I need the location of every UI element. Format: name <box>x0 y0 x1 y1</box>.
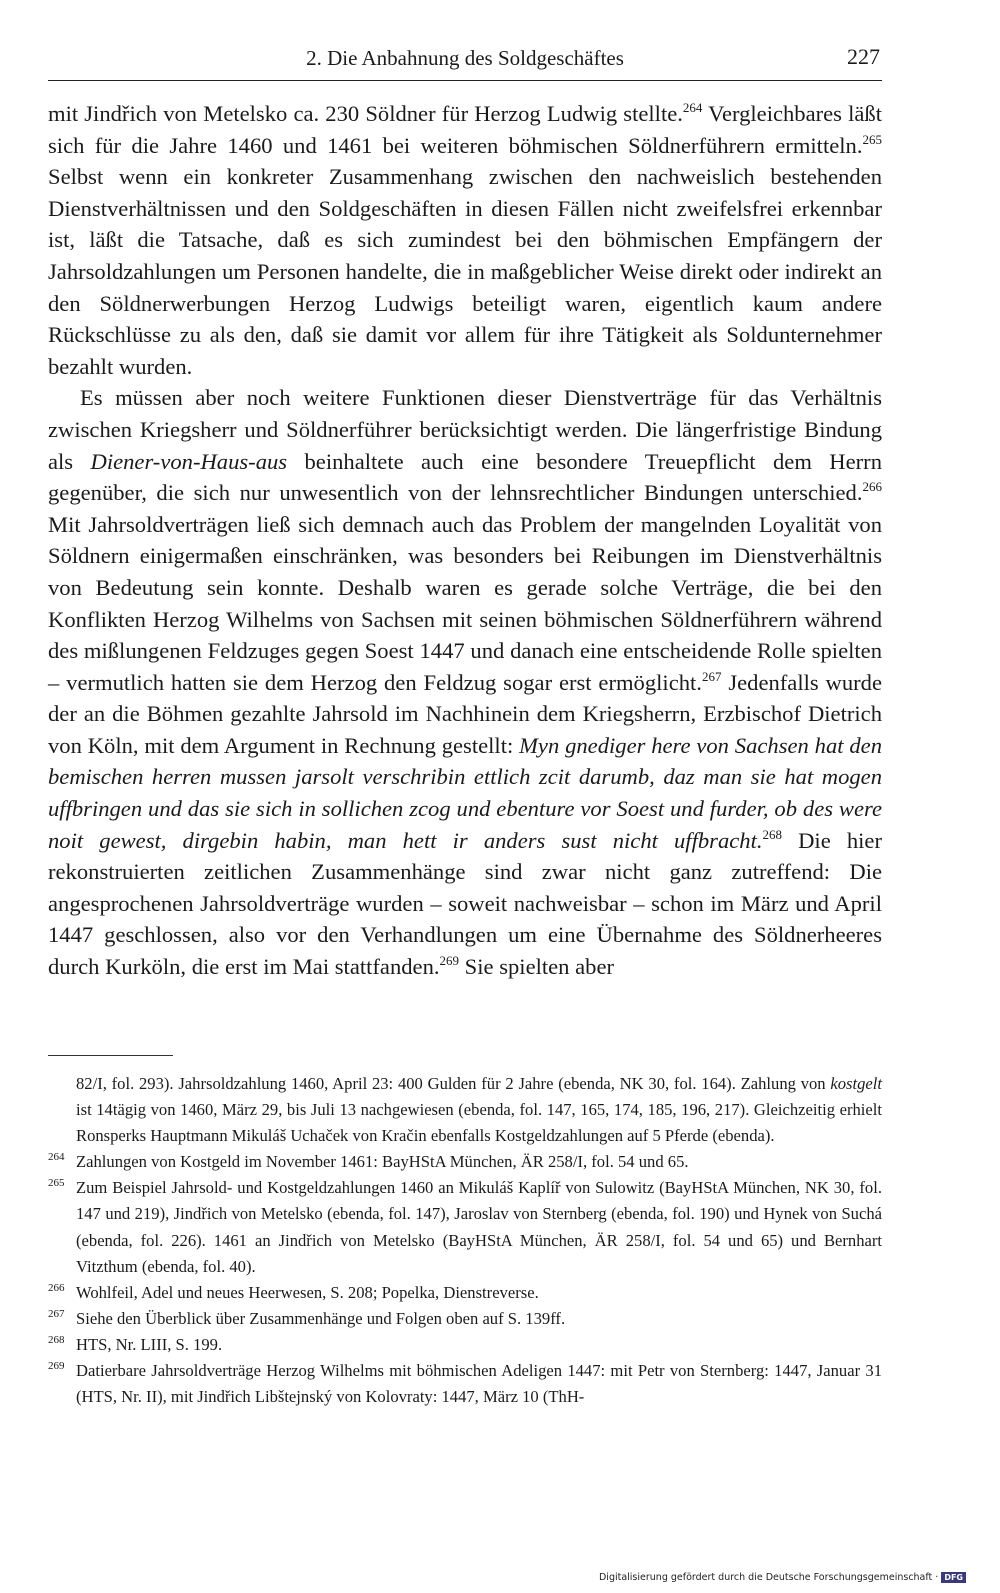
footnote-ref-269[interactable]: 269 <box>439 953 460 969</box>
quotation: Myn gnediger here von Sachsen hat den bemischen herren mussen jarsolt verschribin ettlich zcit darumb, daz man sie hat mogen uffbringen und das sie sich in sollichen zcog und ebenture vor Soest und furder, ob des were noit gewest, dirgebin habin, man hett ir anders sust nicht uffbracht. <box>48 732 883 853</box>
running-title: 2. Die Anbahnung des Soldgeschäftes <box>306 46 624 70</box>
footnote-number: 269 <box>48 1360 65 1373</box>
footnote-number: 266 <box>48 1281 65 1294</box>
text-run: Es müssen aber noch weitere Funktionen dieser Dienstverträge für das Verhältnis zwischen Kriegsherr und Söldnerführer berücksichtigt werden. Die längerfristige Bindung als <box>48 385 882 474</box>
footnote-ref-265[interactable]: 265 <box>862 131 882 147</box>
body-text <box>48 98 882 983</box>
paragraph-2 <box>48 382 882 982</box>
paragraph-1 <box>48 98 882 382</box>
footnote-ref-266[interactable]: 266 <box>862 479 882 495</box>
footnote-number: 267 <box>48 1307 65 1320</box>
credit-text: Digitalisierung gefördert durch die Deutsche Forschungsgemeinschaft · <box>598 1572 939 1583</box>
footnote-divider <box>48 1055 173 1056</box>
digitization-credit <box>599 1572 966 1583</box>
footnote-ref-264[interactable]: 264 <box>682 100 703 115</box>
text-run: Vergleichbares läßt sich für die Jahre 1460 und 1461 bei weiteren böhmischen Söldnerführern ermitteln. <box>48 101 882 158</box>
footnote-ref-268[interactable]: 268 <box>762 826 782 842</box>
footnote-continuation <box>48 1071 882 1149</box>
footnote-text: Datierbare Jahrsoldverträge Herzog Wilhelms mit böhmischen Adeligen 1447: mit Petr von Sternberg: 1447, Januar 31 (HTS, Nr. II), mit Jindřich Libštejnský von Kolovraty: 1447, März 10 (ThH- <box>76 1361 882 1407</box>
text-run: beinhaltete auch eine besondere Treuepflicht dem Herrn gegenüber, die sich nur unwesentlich von der lehnsrechtlicher Bindungen unterschied. <box>48 448 883 506</box>
text-run: ist 14tägig von 1460, März 29, bis Juli 13 nachgewiesen (ebenda, fol. 147, 165, 174, 185, 196, 217). Gleichzeitig erhielt Ronsperks Hauptmann Mikuláš Uchaček von Kračin ebenfalls Kostgeldzahlungen auf 5 Pferde (ebenda). <box>76 1100 882 1146</box>
footnote-text: HTS, Nr. LIII, S. 199. <box>76 1334 223 1354</box>
footnote-268 <box>48 1332 882 1358</box>
emphasis: Diener-von-Haus-aus <box>90 448 288 474</box>
footnote-number: 264 <box>48 1151 65 1164</box>
footnote-text: Zahlungen von Kostgeld im November 1461: BayHStA München, ÄR 258/I, fol. 54 und 65. <box>76 1152 689 1172</box>
text-run: Die hier rekonstruierten zeitlichen Zusammenhänge sind zwar nicht ganz zutreffend: Die angesprochenen Jahrsoldverträge wurden – soweit nachweisbar – schon im März und April 1447 geschlossen, also vor den Verhandlungen um eine Übernahme des Söldnerheeres durch Kurköln, die erst im Mai stattfanden. <box>48 827 882 980</box>
footnotes <box>48 1071 882 1410</box>
footnote-text: Wohlfeil, Adel und neues Heerwesen, S. 208; Popelka, Dienstreverse. <box>76 1282 539 1302</box>
page-number: 227 <box>847 44 880 69</box>
footnote-269 <box>48 1358 882 1410</box>
footnote-266 <box>48 1280 882 1306</box>
text-run: Mit Jahrsoldverträgen ließ sich demnach auch das Problem der mangelnden Loyalität von Söldnern einigermaßen einschränken, was besonders bei Reibungen im Dienstverhältnis von Bedeutung sein konnte. Deshalb waren es gerade solche Verträge, die bei den Konflikten Herzog Wilhelms von Sachsen mit seinen böhmischen Söldnerführern während des mißlungenen Feldzuges gegen Soest 1447 und danach eine entscheidende Rolle spielten – vermutlich hatten sie dem Herzog den Feldzug sogar erst ermöglicht. <box>48 511 882 695</box>
footnote-264 <box>48 1149 882 1175</box>
footnote-text: Zum Beispiel Jahrsold- und Kostgeldzahlungen 1460 an Mikuláš Kaplíř von Sulowitz (BayHStA München, NK 30, fol. 147 und 219), Jindřich von Metelsko (ebenda, fol. 147), Jaroslav von Sternberg (ebenda, fol. 190) und Hynek von Suchá (ebenda, fol. 226). 1461 an Jindřich von Metelsko (BayHStA München, ÄR 258/I, fol. 54 und 65) und Bernhart Vitzthum (ebenda, fol. 40). <box>76 1178 882 1276</box>
text-run: Sie spielten aber <box>459 954 614 980</box>
page-header <box>48 42 882 81</box>
dfg-logo-icon: DFG <box>941 1572 966 1583</box>
footnote-267 <box>48 1306 882 1332</box>
text-run: Selbst wenn ein konkreter Zusammenhang zwischen den nachweislich bestehenden Dienstverhältnissen und den Soldgeschäften in diesen Fällen nicht zweifelsfrei erkennbar ist, läßt die Tatsache, daß es sich zumindest bei den böhmischen Empfängern der Jahrsoldzahlungen um Personen handelte, die in maßgeblicher Weise direkt oder indirekt an den Söldnerwerbungen Herzog Ludwigs beteiligt waren, eigentlich kaum andere Rückschlüsse zu als den, daß sie damit vor allem für ihre Tätigkeit als Soldunternehmer bezahlt wurden. <box>48 164 882 379</box>
footnote-ref-267[interactable]: 267 <box>701 668 722 684</box>
footnote-265 <box>48 1175 882 1279</box>
emphasis: kostgelt <box>830 1074 882 1093</box>
text-run: mit Jindřich von Metelsko ca. 230 Söldner für Herzog Ludwig stellte. <box>48 101 683 126</box>
text-run: Jedenfalls wurde der an die Böhmen gezahlte Jahrsold im Nachhinein dem Kriegsherrn, Erzbischof Dietrich von Köln, mit dem Argument in Rechnung gestellt: <box>48 669 882 758</box>
text-run: 82/I, fol. 293). Jahrsoldzahlung 1460, April 23: 400 Gulden für 2 Jahre (ebenda, NK 30, fol. 164). Zahlung von <box>76 1074 831 1093</box>
footnote-number: 265 <box>48 1177 65 1190</box>
footnote-text: Siehe den Überblick über Zusammenhänge und Folgen oben auf S. 139ff. <box>76 1308 566 1328</box>
footnote-number: 268 <box>48 1333 65 1346</box>
